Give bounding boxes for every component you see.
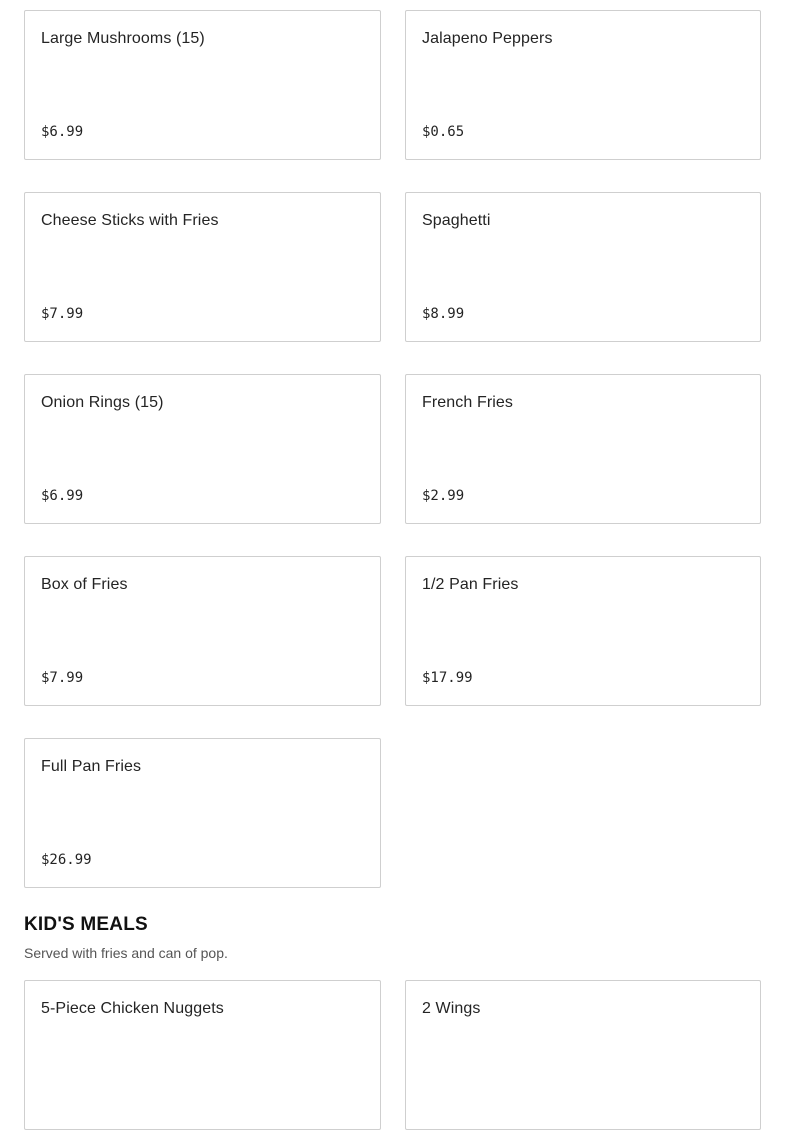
menu-item-name: Onion Rings (15) [41,394,164,411]
menu-item-name: Full Pan Fries [41,758,142,775]
menu-item-name: 5-Piece Chicken Nuggets [41,1000,224,1017]
menu-item-card[interactable] [405,374,761,524]
kids-meals-section [24,914,761,962]
menu-item-card[interactable] [405,10,761,160]
menu-item-price: $6.99 [41,488,84,504]
menu-item-card[interactable] [24,374,381,524]
menu-item-name: Large Mushrooms (15) [41,30,205,47]
menu-item-card[interactable] [24,10,381,160]
menu-item-price: $2.99 [422,488,465,504]
menu-item-price: $7.99 [41,670,84,686]
menu-item-card[interactable] [405,192,761,342]
menu-item-card[interactable] [405,980,761,1130]
menu-item-name: 1/2 Pan Fries [422,576,519,593]
menu-item-price: $6.99 [41,124,84,140]
menu-item-name: Cheese Sticks with Fries [41,212,219,229]
menu-item-card[interactable] [24,738,381,888]
menu-item-price: $8.99 [422,306,465,322]
menu-item-price: $17.99 [422,670,473,686]
kids-items-grid [24,980,761,1130]
menu-items-grid [24,10,761,888]
menu-item-name: 2 Wings [422,1000,481,1017]
menu-item-name: Box of Fries [41,576,128,593]
menu-item-price: $26.99 [41,852,92,868]
menu-item-name: French Fries [422,394,513,411]
menu-item-price: $0.65 [422,124,465,140]
menu-item-card[interactable] [24,556,381,706]
menu-item-card[interactable] [24,980,381,1130]
menu-item-card[interactable] [24,192,381,342]
menu-item-name: Spaghetti [422,212,491,229]
section-description: Served with fries and can of pop. [24,945,228,961]
menu-item-card[interactable] [405,556,761,706]
menu-item-name: Jalapeno Peppers [422,30,553,47]
section-title: KID'S MEALS [24,914,148,935]
menu-item-price: $7.99 [41,306,84,322]
